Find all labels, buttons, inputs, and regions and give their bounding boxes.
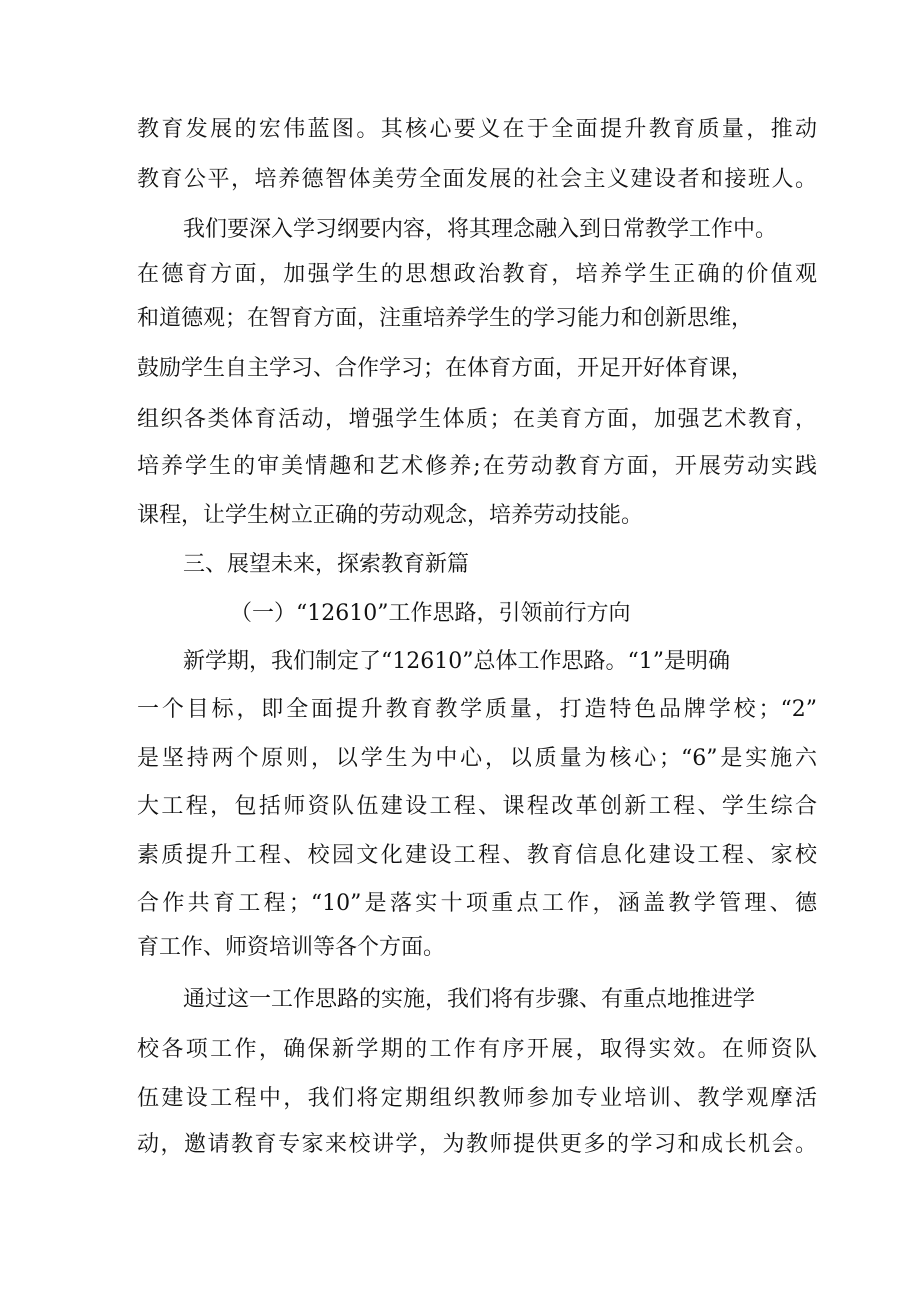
paragraph-line: 一个目标，即全面提升教育教学质量，打造特色品牌学校；“2” [137, 697, 817, 722]
paragraph-line: 动，邀请教育专家来校讲学，为教师提供更多的学习和成长机会。 [137, 1132, 817, 1157]
paragraph-line: 鼓励学生自主学习、合作学习；在体育方面，开足开好体育课， [137, 356, 754, 381]
paragraph-line: 在德育方面，加强学生的思想政治教育，培养学生正确的价值观 [137, 262, 817, 287]
subsection-heading: （一）“12610”工作思路，引领前行方向 [230, 601, 631, 626]
paragraph-line: 合作共育工程；“10”是落实十项重点工作，涵盖教学管理、德 [137, 891, 817, 916]
paragraph-line: 课程，让学生树立正确的劳动观念，培养劳动技能。 [137, 503, 644, 528]
paragraph-line: 和道德观；在智育方面，注重培养学生的学习能力和创新思维， [137, 306, 754, 331]
section-heading: 三、展望未来，探索教育新篇 [183, 552, 470, 577]
paragraph-line: 育工作、师资培训等各个方面。 [137, 935, 446, 960]
paragraph-line: 组织各类体育活动，增强学生体质；在美育方面，加强艺术教育， [137, 407, 817, 432]
paragraph-line: 大工程，包括师资队伍建设工程、课程改革创新工程、学生综合 [137, 794, 817, 819]
paragraph-line: 通过这一工作思路的实施，我们将有步骤、有重点地推进学 [183, 987, 756, 1012]
paragraph-line: 教育发展的宏伟蓝图。其核心要义在于全面提升教育质量，推动 [137, 117, 817, 142]
paragraph-line: 是坚持两个原则，以学生为中心，以质量为核心；“6”是实施六 [137, 746, 817, 771]
paragraph-line: 我们要深入学习纲要内容，将其理念融入到日常教学工作中。 [183, 217, 778, 242]
paragraph-line: 培养学生的审美情趣和艺术修养;在劳动教育方面，开展劳动实践 [137, 454, 817, 479]
paragraph-line: 伍建设工程中，我们将定期组织教师参加专业培训、教学观摩活 [137, 1086, 817, 1111]
paragraph-line: 素质提升工程、校园文化建设工程、教育信息化建设工程、家校 [137, 843, 817, 868]
paragraph-line: 新学期，我们制定了“12610”总体工作思路。“1”是明确 [183, 649, 730, 674]
paragraph-line: 教育公平，培养德智体美劳全面发展的社会主义建设者和接班人。 [137, 167, 817, 192]
paragraph-line: 校各项工作，确保新学期的工作有序开展，取得实效。在师资队 [137, 1037, 817, 1062]
